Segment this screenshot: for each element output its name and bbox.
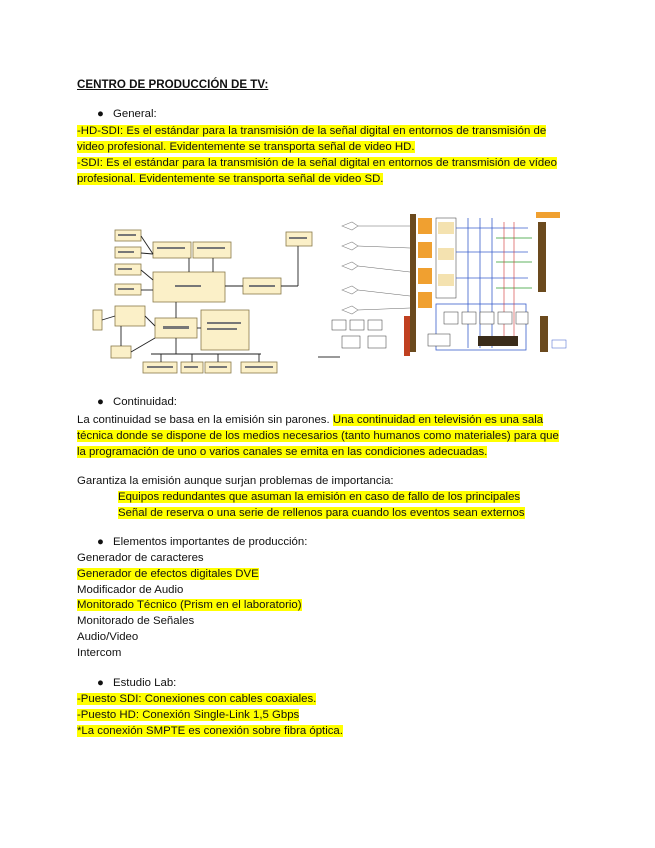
bullet-general [97,108,157,120]
list-item [77,551,204,566]
list-item [77,567,259,582]
general-sdi [77,155,557,187]
list-item-text: Audio/Video [77,631,139,643]
list-item-text: Generador de caracteres [77,552,204,564]
list-item-text: Monitorado Técnico (Prism en el laboratorio) [77,599,302,611]
production-block-diagram [91,214,316,376]
continuidad-highlight: Una continuidad en televisión es una sala técnica donde se dispone de los medios necesarios (tanto humanos como materiales) para que la programación de uno o varios canales se emita en las condiciones adecuadas. [77,414,559,458]
estudio-item-text: -Puesto SDI: Conexiones con cables coaxiales. [77,693,317,705]
estudio-item-text: *La conexión SMPTE es conexión sobre fibra óptica. [77,725,343,737]
list-item [77,583,183,598]
general-hd-sdi [77,123,557,155]
bullet-estudio [97,677,176,689]
elementos-heading: Elementos importantes de producción: [113,536,308,548]
hd-sdi-text: -HD-SDI: Es el estándar para la transmisión de la señal digital en entornos de transmisión de video profesional. Evidentemente se transporta señal de video HD. [77,125,547,153]
list-item [77,614,194,629]
estudio-item [77,692,316,707]
bullet-dot: ● [97,108,104,120]
bullet-dot: ● [97,677,104,689]
list-item [77,646,121,661]
continuidad-item-1 [118,490,520,505]
estudio-item-text: -Puesto HD: Conexión Single-Link 1,5 Gbps [77,709,300,721]
bullet-continuidad [97,396,177,408]
continuidad-paragraph [77,412,569,460]
estudio-heading: Estudio Lab: [113,677,177,689]
list-item [77,598,302,613]
list-item-text: Generador de efectos digitales DVE [77,568,259,580]
list-item [77,630,138,645]
bullet-dot: ● [97,536,104,548]
document-title: CENTRO DE PRODUCCIÓN DE TV: [77,78,269,91]
estudio-item [77,724,343,739]
general-heading: General: [113,108,157,120]
continuidad-heading: Continuidad: [113,396,177,408]
bullet-elementos [97,536,307,548]
continuidad-item-text: Señal de reserva o una serie de rellenos para cuando los eventos sean externos [118,507,525,519]
list-item-text: Intercom [77,647,122,659]
guarantee-line: Garantiza la emisión aunque surjan problemas de importancia: [77,475,394,487]
sdi-text: -SDI: Es el estándar para la transmisión de la señal digital en entornos de transmisión de vídeo profesional. Evidentemente se transporta señal de video SD. [77,157,557,185]
list-item-text: Monitorado de Señales [77,615,195,627]
continuidad-plain: La continuidad se basa en la emisión sin parones. [77,414,330,426]
estudio-item [77,708,299,723]
bullet-dot: ● [97,396,104,408]
continuidad-item-text: Equipos redundantes que asuman la emisión en caso de fallo de los principales [118,491,521,503]
continuidad-item-2 [118,506,525,521]
studio-wiring-schematic [318,208,570,368]
list-item-text: Modificador de Audio [77,584,184,596]
